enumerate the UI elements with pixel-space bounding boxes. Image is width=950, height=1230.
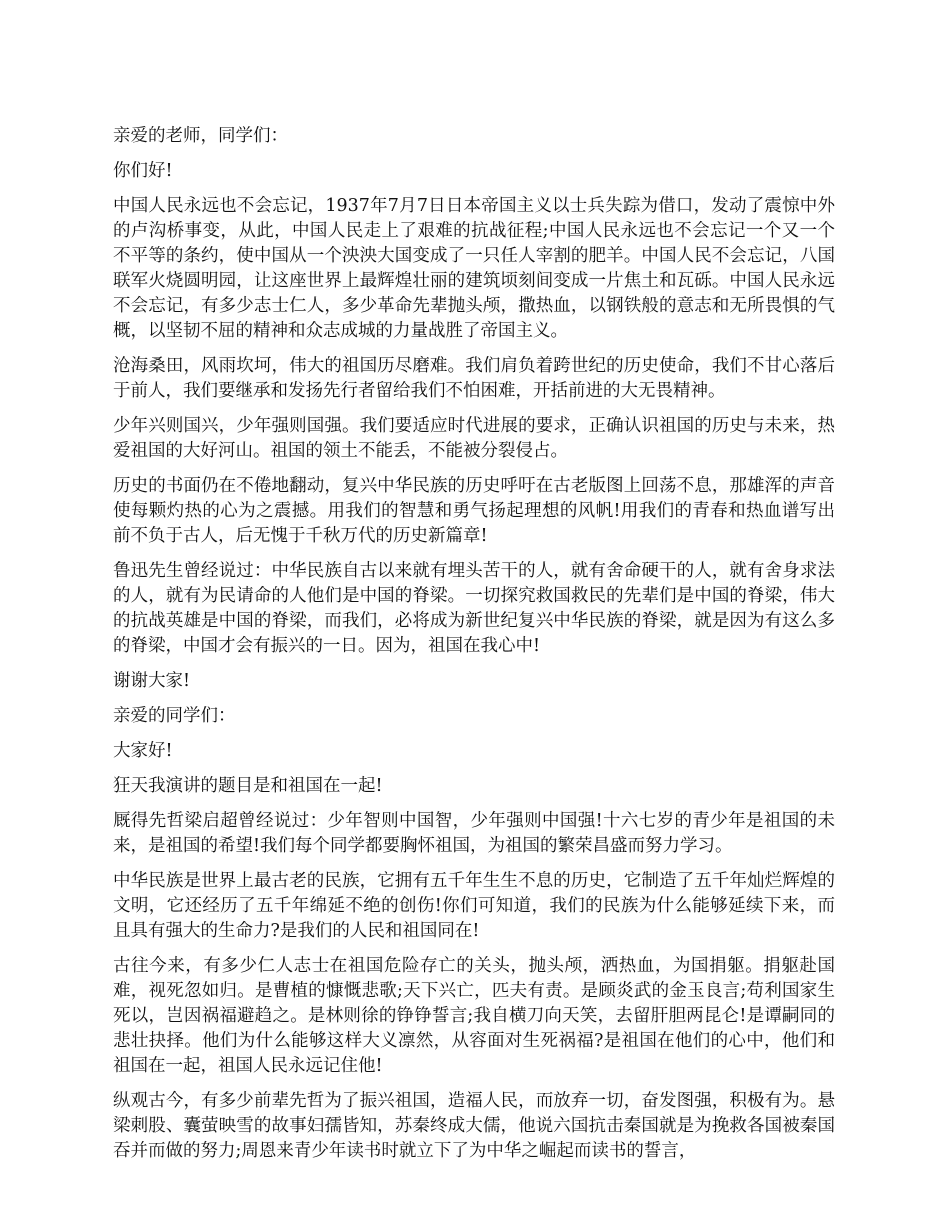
- body-paragraph: 沧海桑田，风雨坎坷，伟大的祖国历尽磨难。我们肩负着跨世纪的历史使命，我们不甘心落后于前人，我们要继承和发扬先行者留给我们不怕困难，开括前进的大无畏精神。: [113, 356, 835, 401]
- speech-topic: 狂天我演讲的题目是和祖国在一起!: [113, 776, 383, 796]
- body-paragraph: 中国人民永远也不会忘记，1937年7月7日日本帝国主义以士兵失踪为借口，发动了震惊中外的卢沟桥事变，从此，中国人民走上了艰难的抗战征程;中国人民永远也不会忘记一个又一个不平等的条约，使中国从一个泱泱大国变成了一只任人宰割的肥羊。中国人民不会忘记，八国联军火烧圆明园，让这座世界上最辉煌壮丽的建筑顷刻间变成一片焦土和瓦砾。中国人民永远不会忘记，有多少志士仁人，多少革命先辈抛头颅，撒热血，以钢铁般的意志和无所畏惧的气概，以坚韧不屈的精神和众志成城的力量战胜了帝国主义。: [113, 196, 835, 341]
- body-paragraph: 纵观古今，有多少前辈先哲为了振兴祖国，造福人民，而放弃一切，奋发图强，积极有为。悬梁刺股、囊萤映雪的故事妇孺皆知，苏秦终成大儒，他说六国抗击秦国就是为挽救各国被秦国吞并而做的努力;周恩来青少年读书时就立下了为中华之崛起而读书的誓言，: [113, 1091, 835, 1161]
- closing: 谢谢大家!: [113, 671, 191, 691]
- salutation: 亲爱的同学们：: [113, 706, 236, 726]
- body-paragraph: 中华民族是世界上最古老的民族，它拥有五千年生生不息的历史，它制造了五千年灿烂辉煌的文明，它还经历了五千年绵延不绝的创伤!你们可知道，我们的民族为什么能够延续下来，而且具有强大的生命力?是我们的人民和祖国同在!: [113, 871, 835, 941]
- salutation: 亲爱的老师，同学们：: [113, 126, 288, 146]
- body-paragraph: 厩得先哲梁启超曾经说过：少年智则中国智，少年强则中国强!十六七岁的青少年是祖国的未来，是祖国的希望!我们每个同学都要胸怀祖国，为祖国的繁荣昌盛而努力学习。: [113, 811, 835, 856]
- body-paragraph: 历史的书面仍在不倦地翻动，复兴中华民族的历史呼吁在古老版图上回荡不息，那雄浑的声音使每颗灼热的心为之震撼。用我们的智慧和勇气扬起理想的风帆!用我们的青春和热血谱写出前不负于古人，后无愧于千秋万代的历史新篇章!: [113, 476, 835, 546]
- body-paragraph: 古往今来，有多少仁人志士在祖国危险存亡的关头，抛头颅，洒热血，为国捐躯。捐躯赴国难，视死忽如归。是曹植的慷慨悲歌;天下兴亡，匹夫有责。是顾炎武的金玉良言;苟利国家生死以，岂因祸福避趋之。是林则徐的铮铮誓言;我自横刀向天笑，去留肝胆两昆仑!是谭嗣同的悲壮抉择。他们为什么能够这样大义凛然，从容面对生死祸福?是祖国在他们的心中，他们和祖国在一起，祖国人民永远记住他!: [113, 956, 835, 1076]
- greeting: 大家好!: [113, 741, 173, 761]
- greeting: 你们好!: [113, 161, 173, 181]
- document-body: [113, 124, 835, 1174]
- body-paragraph: 鲁迅先生曾经说过：中华民族自古以来就有埋头苦干的人，就有舍命硬干的人，就有舍身求法的人，就有为民请命的人他们是中国的脊梁。一切探究救国救民的先辈们是中国的脊梁，伟大的抗战英雄是中国的脊梁，而我们，必将成为新世纪复兴中华民族的脊梁，就是因为有这么多的脊梁，中国才会有振兴的一日。因为，祖国在我心中!: [113, 561, 835, 656]
- body-paragraph: 少年兴则国兴，少年强则国强。我们要适应时代进展的要求，正确认识祖国的历史与未来，热爱祖国的大好河山。祖国的领土不能丢，不能被分裂侵占。: [113, 416, 835, 461]
